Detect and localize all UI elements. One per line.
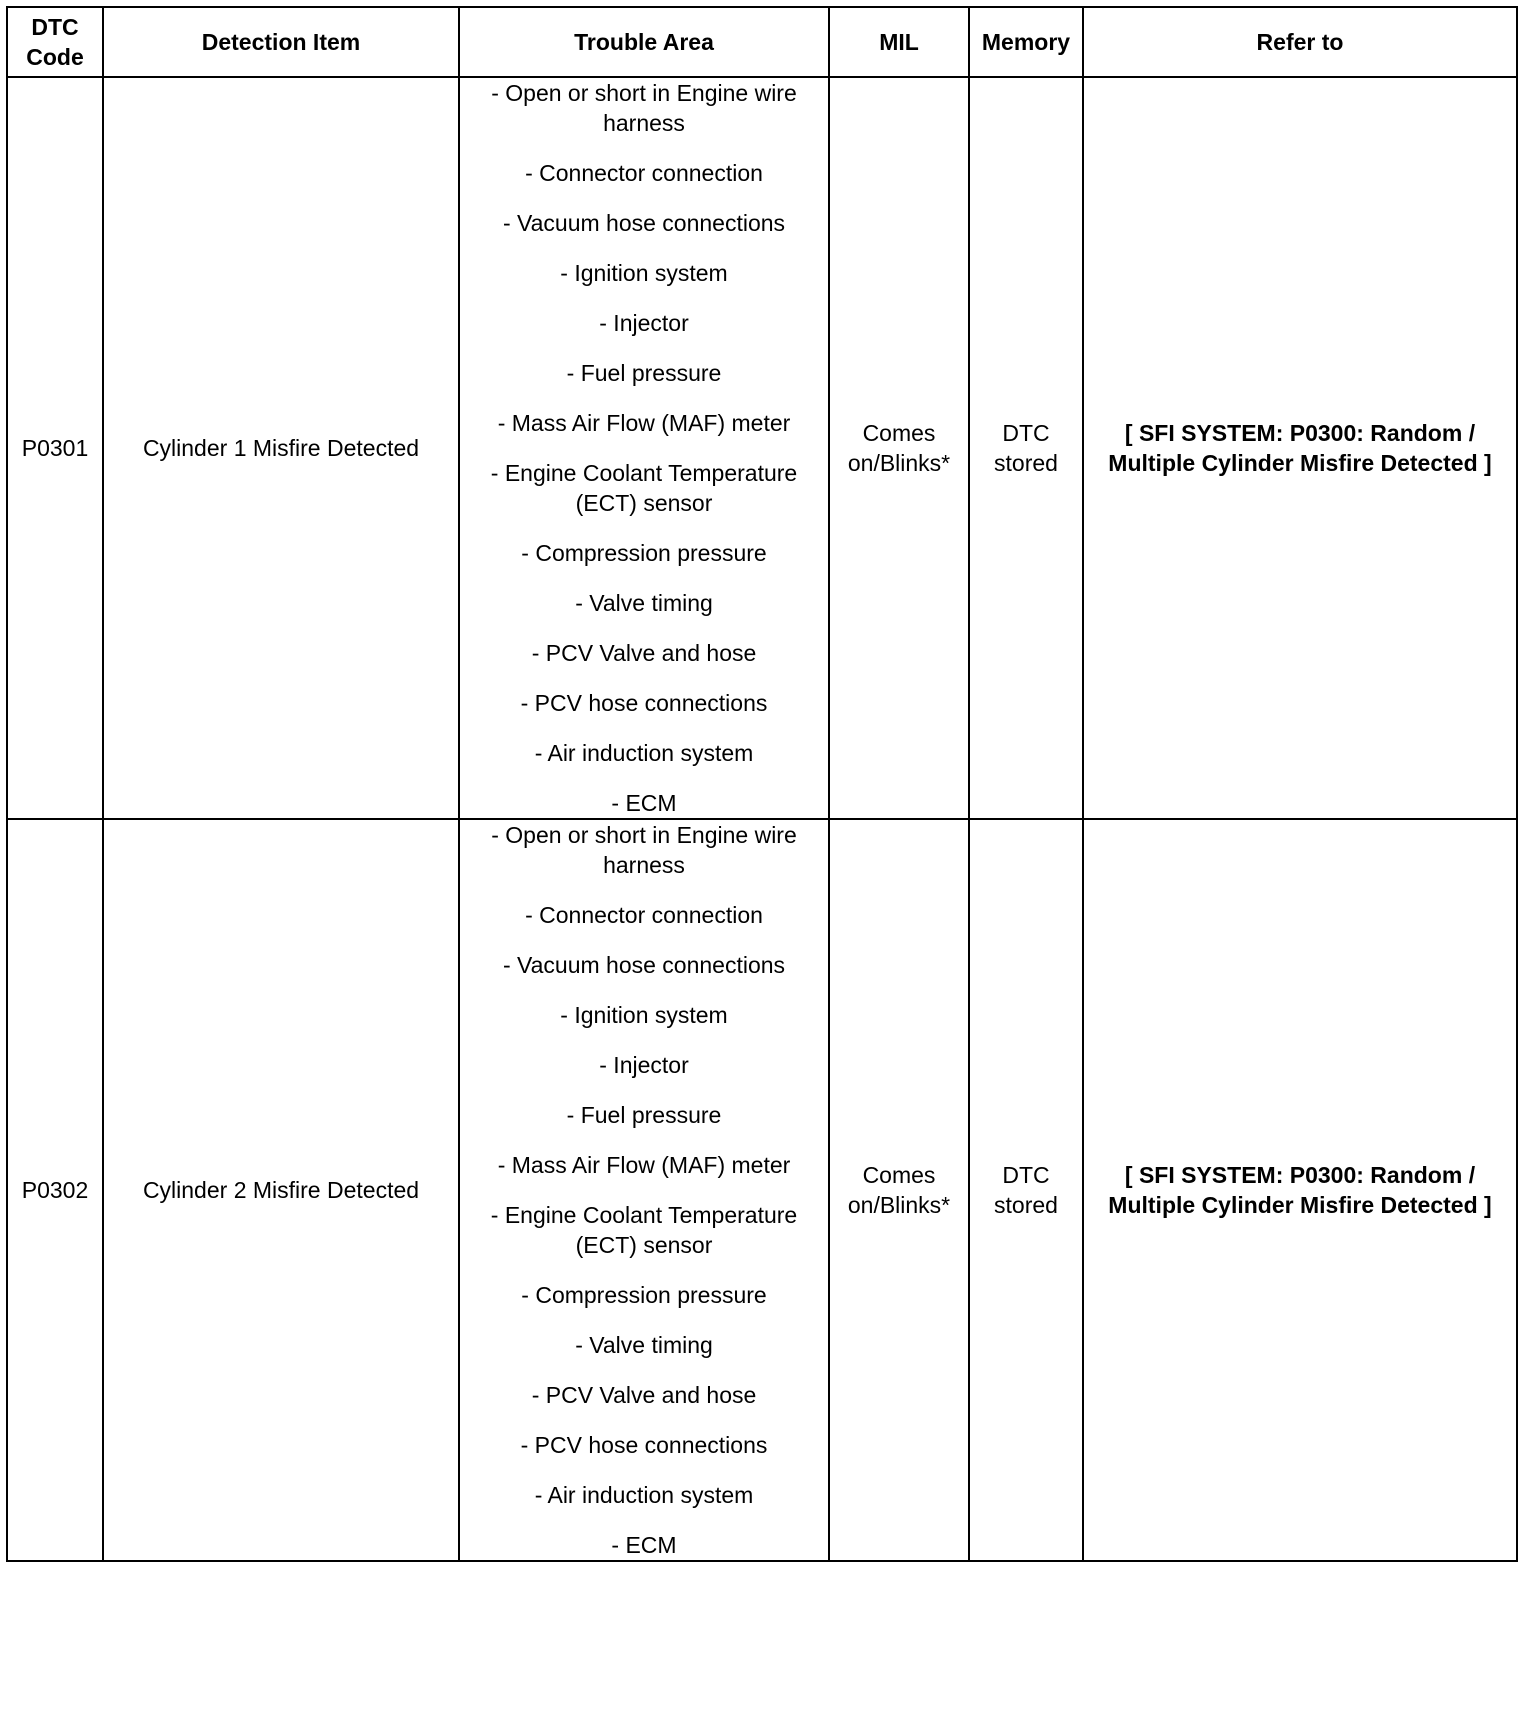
trouble-area-item: - Open or short in Engine wire harness (491, 822, 797, 878)
refer-to-link[interactable]: [ SFI SYSTEM: P0300: Random / Multiple Cylinder Misfire Detected ] (1083, 77, 1517, 819)
trouble-area-item: - ECM (611, 1532, 677, 1558)
trouble-area-item: - Air induction system (534, 740, 754, 766)
header-trouble-area: Trouble Area (459, 7, 829, 77)
trouble-area-item: - Ignition system (560, 260, 728, 286)
trouble-area-item: - Connector connection (525, 902, 763, 928)
trouble-area-item: - Vacuum hose connections (502, 952, 786, 978)
trouble-area-item: - PCV hose connections (520, 1432, 768, 1458)
trouble-area-item: - Fuel pressure (566, 360, 722, 386)
trouble-area-item: - Injector (599, 1052, 689, 1078)
trouble-area-item: - Valve timing (575, 590, 713, 616)
trouble-area-item: - PCV Valve and hose (531, 640, 757, 666)
trouble-area-item: - ECM (611, 790, 677, 816)
dtc-code-cell: P0301 (7, 77, 103, 819)
trouble-area-cell (459, 77, 829, 819)
header-mil: MIL (829, 7, 969, 77)
trouble-area-item: - PCV hose connections (520, 690, 768, 716)
refer-to-link[interactable]: [ SFI SYSTEM: P0300: Random / Multiple Cylinder Misfire Detected ] (1083, 819, 1517, 1561)
trouble-area-item: - Fuel pressure (566, 1102, 722, 1128)
table-row (7, 819, 1517, 1561)
header-refer-to: Refer to (1083, 7, 1517, 77)
trouble-area-item: - Vacuum hose connections (502, 210, 786, 236)
detection-item-cell: Cylinder 1 Misfire Detected (103, 77, 459, 819)
header-dtc-code (7, 7, 103, 77)
header-row (7, 7, 1517, 77)
header-dtc-code-line1: DTC (31, 14, 79, 40)
trouble-area-item: - Valve timing (575, 1332, 713, 1358)
trouble-area-item: - Compression pressure (521, 1282, 767, 1308)
header-memory: Memory (969, 7, 1083, 77)
trouble-area-item: - Ignition system (560, 1002, 728, 1028)
dtc-code-cell: P0302 (7, 819, 103, 1561)
trouble-area-item: - PCV Valve and hose (531, 1382, 757, 1408)
header-dtc-code-line2: Code (26, 44, 84, 70)
trouble-area-item: - Compression pressure (521, 540, 767, 566)
memory-cell: DTC stored (969, 819, 1083, 1561)
header-detection-item: Detection Item (103, 7, 459, 77)
memory-cell: DTC stored (969, 77, 1083, 819)
trouble-area-item: - Air induction system (534, 1482, 754, 1508)
table-row (7, 77, 1517, 819)
dtc-table (6, 6, 1518, 1562)
trouble-area-cell (459, 819, 829, 1561)
trouble-area-item: - Engine Coolant Temperature (ECT) sensor (490, 460, 798, 516)
trouble-area-item: - Engine Coolant Temperature (ECT) sensor (490, 1202, 798, 1258)
trouble-area-item: - Mass Air Flow (MAF) meter (497, 410, 791, 436)
mil-cell: Comes on/Blinks* (829, 77, 969, 819)
trouble-area-item: - Mass Air Flow (MAF) meter (497, 1152, 791, 1178)
trouble-area-item: - Injector (599, 310, 689, 336)
trouble-area-item: - Connector connection (525, 160, 763, 186)
trouble-area-item: - Open or short in Engine wire harness (491, 80, 797, 136)
mil-cell: Comes on/Blinks* (829, 819, 969, 1561)
detection-item-cell: Cylinder 2 Misfire Detected (103, 819, 459, 1561)
